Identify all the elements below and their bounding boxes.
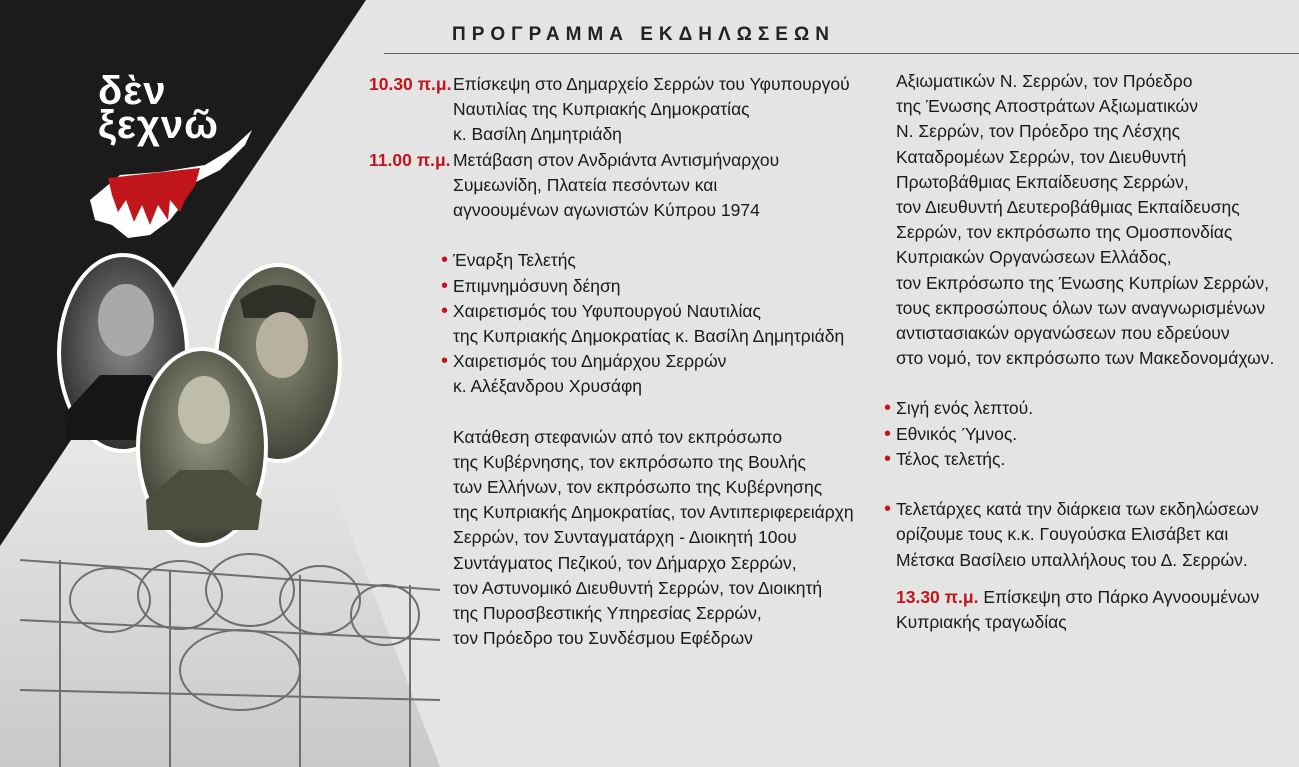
time-1: 10.30 π.μ. (369, 74, 452, 94)
bullet-icon: • (884, 447, 892, 470)
logo-line-2: ξεχνῶ (98, 103, 219, 147)
ceremony-bullets: • Έναρξη Τελετής • Επιμνημόσυνη δέηση • Χαιρετισμός του Υφυπουργού Ναυτιλίας της Κυπριακής Δημοκρατίας κ. Βασίλη Δημητριάδη • Χαιρετισμός του Δημάρχου Σερρών κ. Αλέξανδρου Χρυσάφη Κατάθεση στεφανιών από τον εκπρόσωπο της Κυβέρνησης, τον εκπρόσωπο της Βουλής των Ελλήνων, τον εκπρόσωπο της Κυβέρνησης της Κυπριακής Δημοκρατίας, τον Αντιπεριφερειάρχη Σερρών, τον Συνταγματάρχη - Διοικητή 10ου Συντάγματος Πεζικού, τον Δήμαρχο Σερρών, τον Αστυνομικό Διευθυντή Σερρών, τον Διοικητή της Πυροσβεστικής Υπηρεσίας Σερρών, τον Πρόεδρο του Συνδέσμου Εφέδρων (369, 248, 854, 651)
bullet-icon: • (441, 274, 449, 297)
title-divider (384, 53, 1299, 54)
logo-line-1: δὲν (98, 69, 167, 113)
bullet-icon: • (441, 249, 449, 272)
time-3: 13.30 π.μ. (896, 586, 979, 607)
wreath-laying-text: Κατάθεση στεφανιών από τον εκπρόσωπο της Κυβέρνησης, τον εκπρόσωπο της Βουλής των Ελλήνων, τον εκπρόσωπο της Κυβέρνησης της Κυπριακής Δημοκρατίας, τον Αντιπεριφερειάρχη Σερρών, τον Συνταγματάρχη - Διοικητή 10ου Συντάγματος Πεζικού, τον Δήμαρχο Σερρών, τον Αστυνομικό Διευθυντή Σερρών, τον Διοικητή της Πυροσβεστικής Υπηρεσίας Σερρών, τον Πρόεδρο του Συνδέσμου Εφέδρων (453, 426, 854, 649)
bullet-icon: • (884, 422, 892, 445)
bullet-icon: • (441, 350, 449, 373)
bullet-icon: • (884, 498, 892, 521)
time-2: 11.00 π.μ. (369, 149, 451, 170)
bullet-icon: • (884, 397, 892, 420)
schedule-left-column: 10.30 π.μ.Επίσκεψη στο Δημαρχείο Σερρών του Υφυπουργού Ναυτιλίας της Κυπριακής Δημοκρατίας κ. Βασίλη Δημητριάδη 11.00 π.μ. Μετάβαση στον Ανδριάντα Αντισμήναρχου Συμεωνίδη, Πλατεία πεσόντων και αγνοουμένων αγωνιστών Κύπρου 1974 • Έναρξη Τελετής • Επιμνημόσυνη δέηση • Χαιρετισμός του Υφυπουργού Ναυτιλίας της Κυπριακής Δημοκρατίας κ. Βασίλη Δημητριάδη • Χαιρετισμός του Δημάρχου Σερρών κ. Αλέξανδρου Χρυσάφη Κατάθεση στεφανιών από τον εκπρόσωπο της Κυβέρνησης, τον εκπρόσωπο της Βουλής των Ελλήνων, τον εκπρόσωπο της Κυβέρνησης της Κυπριακής Δημοκρατίας, τον Αντιπεριφερειάρχη Σερρών, τον Συνταγματάρχη - Διοικητή 10ου Συντάγματος Πεζικού, τον Δήμαρχο Σερρών, τον Αστυνομικό Διευθυντή Σερρών, τον Διοικητή της Πυροσβεστικής Υπηρεσίας Σερρών, τον Πρόεδρο του Συνδέσμου Εφέδρων (369, 72, 854, 651)
page-title: ΠΡΟΓΡΑΜΜΑ ΕΚΔΗΛΩΣΕΩΝ (452, 24, 835, 45)
schedule-right-column (884, 69, 1274, 635)
portrait-photo-center (136, 347, 268, 547)
logo (98, 69, 219, 147)
bullet-icon: • (441, 299, 449, 322)
masters-of-ceremony: • Τελετάρχες κατά την διάρκεια των εκδηλώσεων ορίζουμε τους κ.κ. Γουγούσκα Ελισάβετ και Μέτσκα Βασίλειο υπαλλήλους του Δ. Σερρών. (884, 498, 1259, 570)
final-event: 13.30 π.μ. Επίσκεψη στο Πάρκο Αγνοουμένων Κυπριακής τραγωδίας (896, 586, 1260, 632)
closing-bullets: • Σιγή ενός λεπτού. • Εθνικός Ύμνος. • Τέλος τελετής. (884, 396, 1274, 472)
wreath-laying-text-continued: Αξιωματικών Ν. Σερρών, τον Πρόεδρο της Ένωσης Αποστράτων Αξιωματικών Ν. Σερρών, τον Πρόεδρο της Λέσχης Καταδρομέων Σερρών, τον Διευθυντή Πρωτοβάθμιας Εκπαίδευσης Σερρών, τον Διευθυντή Δευτεροβάθμιας Εκπαίδευσης Σερρών, τον εκπρόσωπο της Ομοσπονδίας Κυπριακών Οργανώσεων Ελλάδος, τον Εκπρόσωπο της Ένωσης Κυπρίων Σερρών, τους εκπροσώπους όλων των αναγνωρισμένων αντιστασιακών οργανώσεων που εδρεύουν στο νομό, τον εκπρόσωπο των Μακεδονομάχων. (896, 71, 1275, 369)
